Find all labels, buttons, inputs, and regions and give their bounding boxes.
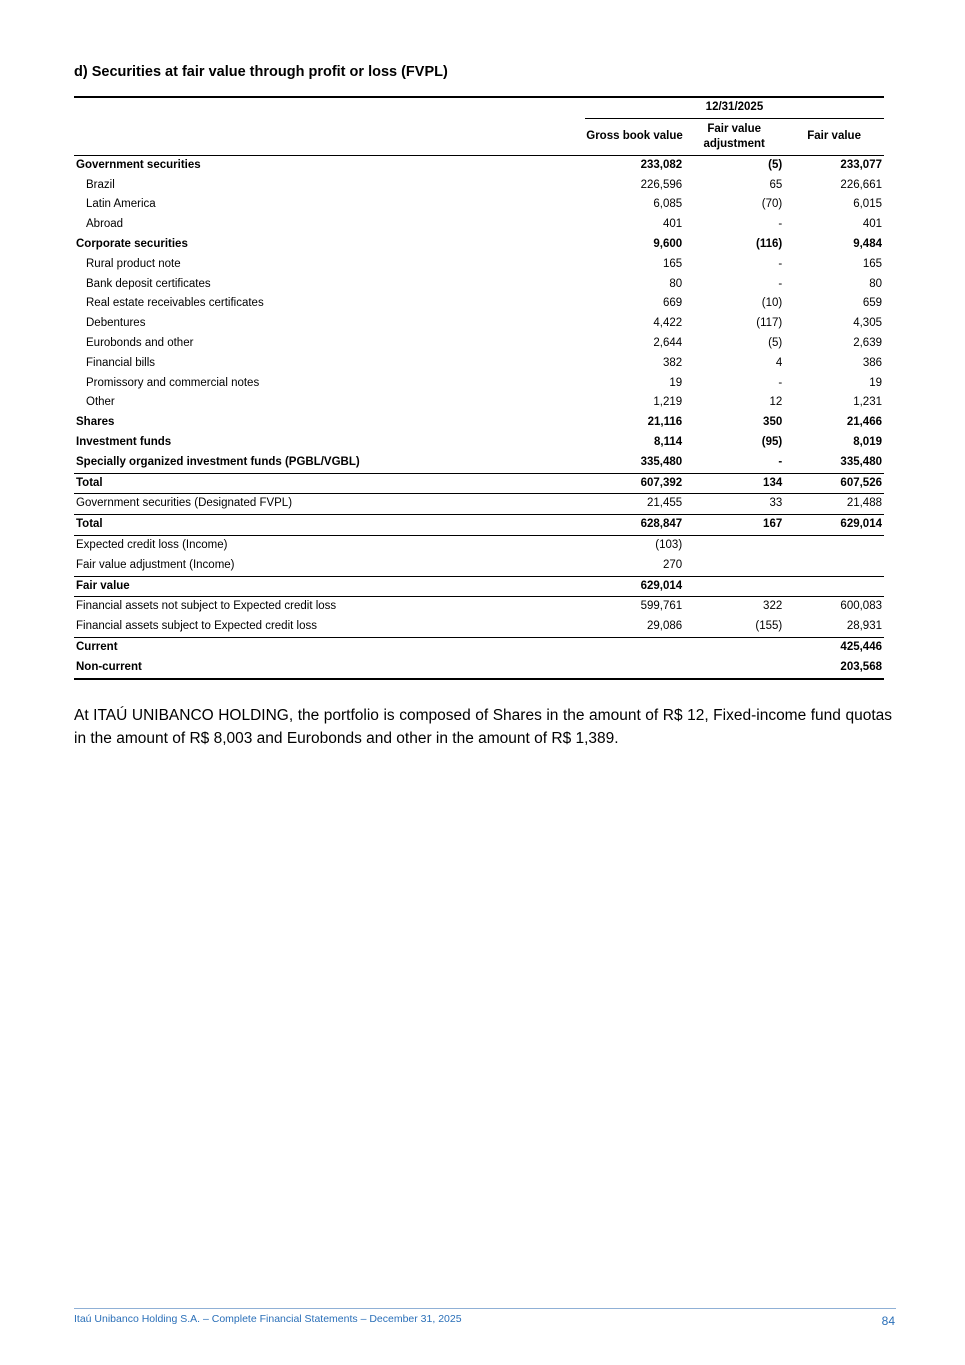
table-row: Government securities (Designated FVPL) 21,455 33 21,488 <box>74 494 884 515</box>
table-row: Government securities 233,082 (5) 233,077 <box>76 158 882 171</box>
column-header-row <box>74 118 884 155</box>
date-header-row <box>74 98 884 118</box>
table-row: Shares 21,116 350 21,466 <box>76 416 882 429</box>
col-header-gross: Gross book value <box>585 118 684 155</box>
table-row-total: Total 628,847 167 629,014 <box>74 515 884 536</box>
table-row: Other 1,219 12 1,231 <box>86 396 882 409</box>
table-row: Expected credit loss (Income) (103) <box>74 535 884 555</box>
table-row-total: Total 607,392 134 607,526 <box>74 473 884 494</box>
col-header-fair: Fair value <box>784 118 884 155</box>
table-row: Brazil 226,596 65 226,661 <box>86 178 882 191</box>
table-row: Corporate securities 9,600 (116) 9,484 <box>76 237 882 250</box>
table-row: Debentures 4,422 (117) 4,305 <box>86 317 882 330</box>
table-row: Financial bills 382 4 386 <box>86 356 882 369</box>
table-row: Rural product note 165 - 165 <box>86 257 882 270</box>
table-row: Specially organized investment funds (PGBL/VGBL) 335,480 - 335,480 <box>76 455 882 468</box>
page-number: 84 <box>881 1314 895 1328</box>
date-header: 12/31/2025 <box>585 98 884 118</box>
table-row-fair-value: Fair value 629,014 <box>74 576 884 597</box>
section-heading: d) Securities at fair value through profit or loss (FVPL) <box>74 64 448 80</box>
table-row: Bank deposit certificates 80 - 80 <box>86 277 882 290</box>
table-row-current: Current 425,446 <box>74 637 884 657</box>
table-row: Eurobonds and other 2,644 (5) 2,639 <box>86 336 882 349</box>
table-row: Financial assets subject to Expected credit loss 29,086 (155) 28,931 <box>76 620 882 633</box>
table-row: Abroad 401 - 401 <box>86 218 882 231</box>
col-header-adjustment: Fair value adjustment <box>684 118 784 155</box>
table-row: Promissory and commercial notes 19 - 19 <box>86 376 882 389</box>
table-row: Investment funds 8,114 (95) 8,019 <box>76 435 882 448</box>
portfolio-note-paragraph: At ITAÚ UNIBANCO HOLDING, the portfolio is composed of Shares in the amount of R$ 12, Fixed-income fund quotas in the amount of R$ 8,003 and Eurobonds and other in the amount of R$ 1,389. <box>74 707 892 747</box>
footer-divider <box>74 1308 896 1309</box>
table-row: Latin America 6,085 (70) 6,015 <box>86 198 882 211</box>
table-row-non-current: Non-current 203,568 <box>74 658 884 679</box>
footer-text: Itaú Unibanco Holding S.A. – Complete Financial Statements – December 31, 2025 <box>74 1313 462 1325</box>
fvpl-table-container <box>74 96 884 680</box>
table-row: Fair value adjustment (Income) 270 <box>76 558 683 571</box>
table-row: Real estate receivables certificates 669 (10) 659 <box>86 297 882 310</box>
fvpl-table <box>74 98 884 680</box>
table-row: Financial assets not subject to Expected credit loss 599,761 322 600,083 <box>74 597 884 617</box>
